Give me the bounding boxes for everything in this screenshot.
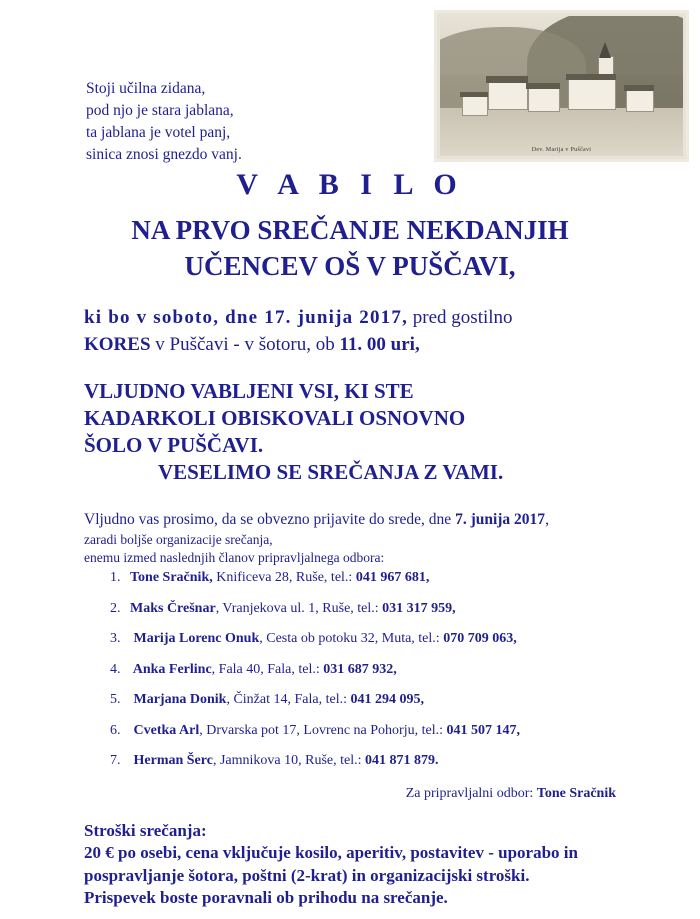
costs-line-2: pospravljanje šotora, poštni (2-krat) in organizacijski stroški. xyxy=(84,865,530,885)
contact-name: Marjana Donik xyxy=(130,692,227,707)
contact-address: , Činžat 14, Fala, tel.: xyxy=(226,692,351,707)
list-item xyxy=(110,692,650,723)
contact-phone: 041 967 681, xyxy=(355,570,430,585)
event-datetime: ki bo v soboto, dne 17. junija 2017, xyxy=(84,307,409,328)
contact-name: Tone Sračnik, xyxy=(130,570,213,585)
contact-address: , Drvarska pot 17, Lovrenc na Pohorju, tel.: xyxy=(199,722,447,738)
contact-address: , Vranjekova ul. 1, Ruše, tel.: xyxy=(215,600,383,616)
costs-line-1: 20 € po osebi, cena vključuje kosilo, aperitiv, postavitev - uporabo in xyxy=(84,843,578,863)
contact-phone: 070 709 063, xyxy=(443,631,517,646)
event-venue-name: KORES xyxy=(84,333,151,355)
costs-block xyxy=(84,820,644,910)
contact-number: 3. xyxy=(110,631,121,646)
house-3-roof xyxy=(460,92,488,97)
signature-prefix: Za pripravljalni odbor: xyxy=(405,786,537,801)
contact-number: 2. xyxy=(110,600,121,616)
rsvp-deadline: 7. junija 2017 xyxy=(455,511,546,528)
rsvp-text-before: Vljudno vas prosimo, da se obvezno prijavite do srede, dne xyxy=(84,511,456,528)
poem-block xyxy=(86,78,242,166)
list-item xyxy=(110,631,650,662)
rsvp-line-1 xyxy=(84,510,624,531)
signature-name: Tone Sračnik xyxy=(536,786,616,801)
rsvp-line-3: enemu izmed naslednjih članov pripravljalnega odbora: xyxy=(84,550,385,566)
village-photo xyxy=(434,10,689,162)
contact-address: , Cesta ob potoku 32, Muta, tel.: xyxy=(259,631,444,646)
church-roof xyxy=(566,74,616,80)
contact-name: Cvetka Arl xyxy=(130,722,200,738)
contact-name: Anka Ferlinc xyxy=(130,661,212,677)
house-1 xyxy=(488,82,528,110)
contact-number: 4. xyxy=(110,661,121,677)
signature-line xyxy=(0,786,616,802)
church-nave xyxy=(568,78,616,110)
contact-phone: 031 317 959, xyxy=(382,600,456,616)
costs-heading: Stroški srečanja: xyxy=(84,821,207,840)
contact-address: , Fala 40, Fala, tel.: xyxy=(211,661,324,677)
contacts-list xyxy=(110,570,650,784)
list-item xyxy=(110,601,650,632)
contact-name: Marija Lorenc Onuk xyxy=(130,631,260,646)
photo-image xyxy=(440,16,683,156)
list-item xyxy=(110,753,650,784)
event-location: v Puščavi - v šotoru, ob xyxy=(150,333,340,355)
house-1-roof xyxy=(486,76,528,83)
photo-caption: Dev. Marija v Puščavi xyxy=(531,147,592,153)
contact-name: Maks Črešnar xyxy=(130,600,216,616)
invitation-line-3: ŠOLO V PUŠČAVI. xyxy=(84,432,264,457)
title-subline-2: UČENCEV OŠ V PUŠČAVI, xyxy=(184,251,516,281)
contact-number: 6. xyxy=(110,722,121,738)
house-3 xyxy=(462,96,488,116)
list-item xyxy=(110,570,650,601)
event-details xyxy=(84,305,622,359)
poem-line-3: ta jablana je votel panj, xyxy=(86,124,231,141)
contact-phone: 041 294 095, xyxy=(350,692,424,707)
event-time: 11. 00 uri, xyxy=(339,333,420,355)
contact-address: , Jamnikova 10, Ruše, tel.: xyxy=(212,753,365,768)
house-2 xyxy=(528,88,560,112)
page-title: V A B I L O xyxy=(236,168,464,201)
contact-address: Knificeva 28, Ruše, tel.: xyxy=(212,570,356,585)
contact-name: Herman Šerc xyxy=(130,753,213,768)
event-venue-prefix: pred gostilno xyxy=(408,307,513,328)
list-item xyxy=(110,723,650,754)
invitation-block xyxy=(84,378,644,486)
house-4-roof xyxy=(624,85,654,91)
rsvp-request xyxy=(84,510,624,567)
list-item xyxy=(110,662,650,693)
contact-number: 7. xyxy=(110,753,121,768)
invitation-line-2: KADARKOLI OBISKOVALI OSNOVNO xyxy=(84,405,466,430)
contact-phone: 041 871 879. xyxy=(365,753,439,768)
house-2-roof xyxy=(526,83,560,89)
costs-line-3: Prispevek boste poravnali ob prihodu na srečanje. xyxy=(84,888,448,908)
poem-line-4: sinica znosi gnezdo vanj. xyxy=(86,146,242,163)
rsvp-line-2: zaradi boljše organizacije srečanja, xyxy=(84,531,273,547)
contact-phone: 041 507 147, xyxy=(446,722,520,738)
invitation-line-4: VESELIMO SE SREČANJA Z VAMI. xyxy=(158,459,504,484)
contact-number: 1. xyxy=(110,570,121,585)
contact-phone: 031 687 932, xyxy=(323,661,397,677)
house-4 xyxy=(626,90,654,112)
contact-number: 5. xyxy=(110,692,121,707)
poem-line-2: pod njo je stara jablana, xyxy=(86,102,234,119)
rsvp-text-after: , xyxy=(545,511,549,528)
poem-line-1: Stoji učilna zidana, xyxy=(86,80,206,97)
title-subline-1: NA PRVO SREČANJE NEKDANJIH xyxy=(131,215,569,245)
church-spire xyxy=(599,42,611,58)
invitation-line-1: VLJUDNO VABLJENI VSI, KI STE xyxy=(84,379,414,403)
